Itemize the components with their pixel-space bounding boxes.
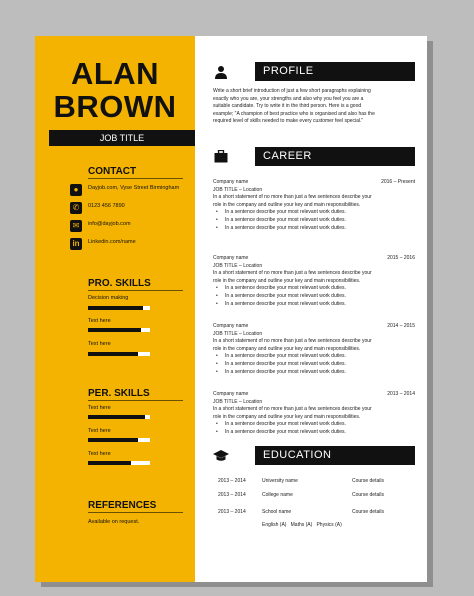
- job-dates: 2016 – Present: [381, 179, 415, 185]
- duty-item: • In a sentence describe your most relevant work duties.: [225, 293, 415, 301]
- job-statement: In a short statement of no more than just a few sentences describe your: [213, 338, 372, 345]
- contact-phone-number: 0123 456 7890: [88, 203, 125, 209]
- education-subjects: English (A) Maths (A) Physics (A): [262, 522, 342, 528]
- cv-page: [35, 36, 427, 582]
- education-subjects-row: [218, 522, 415, 529]
- graduation-cap-icon: [213, 449, 229, 465]
- contact-rule: [88, 178, 183, 179]
- duty-item: • In a sentence describe your most relevant work duties.: [225, 429, 415, 437]
- profile-heading: PROFILE: [255, 62, 415, 81]
- career-entry: [213, 391, 415, 437]
- duty-list: [213, 285, 415, 308]
- pro-skill-bar: [88, 328, 150, 332]
- education-details: Course details: [352, 509, 384, 515]
- last-name: BROWN: [53, 89, 177, 124]
- duty-item: • In a sentence describe your most relevant work duties.: [225, 301, 415, 309]
- duty-list: [213, 353, 415, 376]
- per-skill-bar: [88, 438, 150, 442]
- per-skill-label: Text here: [88, 451, 111, 457]
- linkedin-icon: in: [70, 238, 82, 250]
- career-entry: [213, 179, 415, 232]
- per-skill-label: Text here: [88, 405, 111, 411]
- job-statement: In a short statement of no more than just a few sentences describe your: [213, 406, 372, 413]
- pro-skill-fill: [88, 352, 138, 356]
- pro-skill-bar: [88, 352, 150, 356]
- duty-item: • In a sentence describe your most relevant work duties.: [225, 225, 415, 233]
- duty-list: [213, 209, 415, 232]
- company-name: Company name: [213, 391, 249, 397]
- education-years: 2013 – 2014: [218, 492, 246, 498]
- career-entry: [213, 323, 415, 376]
- job-statement: role in the company and outline your key and main responsibilities.: [213, 277, 361, 284]
- pro-skill-fill: [88, 306, 143, 310]
- location-pin-icon: ●: [70, 184, 82, 196]
- education-years: 2013 – 2014: [218, 478, 246, 484]
- job-dates: 2014 – 2015: [387, 323, 415, 329]
- job-dates: 2013 – 2014: [387, 391, 415, 397]
- job-role: JOB TITLE – Location: [213, 330, 263, 337]
- duty-list: [213, 421, 415, 436]
- references-text: Available on request.: [88, 519, 140, 525]
- profile-line: example; "A champion of best practice who is organised and also has the: [213, 110, 375, 117]
- job-statement: In a short statement of no more than just a few sentences describe your: [213, 194, 372, 201]
- references-rule: [88, 512, 183, 513]
- duty-item: • In a sentence describe your most relevant work duties.: [225, 217, 415, 225]
- duty-item: • In a sentence describe your most relevant work duties.: [225, 369, 415, 377]
- contact-heading: CONTACT: [88, 166, 137, 177]
- duty-item: • In a sentence describe your most relevant work duties.: [225, 421, 415, 429]
- sidebar: [35, 36, 195, 582]
- per-skill-label: Text here: [88, 428, 111, 434]
- duty-item: • In a sentence describe your most relevant work duties.: [225, 361, 415, 369]
- job-statement: role in the company and outline your key and main responsibilities.: [213, 345, 361, 352]
- references-heading: REFERENCES: [88, 500, 157, 511]
- pro-skill-bar: [88, 306, 150, 310]
- education-details: Course details: [352, 478, 384, 484]
- pro-skill-label: Text here: [88, 318, 111, 324]
- phone-icon: ✆: [70, 202, 82, 214]
- education-school: College name: [262, 492, 293, 498]
- job-role: JOB TITLE – Location: [213, 398, 263, 405]
- education-details: Course details: [352, 492, 384, 498]
- mail-icon: ✉: [70, 220, 82, 232]
- job-statement: role in the company and outline your key and main responsibilities.: [213, 413, 361, 420]
- education-heading: EDUCATION: [255, 446, 415, 465]
- education-row: [218, 492, 415, 499]
- job-statement: In a short statement of no more than just a few sentences describe your: [213, 270, 372, 277]
- per-skills-heading: PER. SKILLS: [88, 388, 150, 399]
- education-school: University name: [262, 478, 298, 484]
- profile-line: required level of skills needed to make every customer feel special.": [213, 118, 364, 125]
- education-row: [218, 478, 415, 485]
- profile-text: [213, 88, 413, 126]
- profile-line: exactly who you are, your strengths and also why you feel you are a: [213, 95, 364, 102]
- education-row: [218, 509, 415, 516]
- company-name: Company name: [213, 179, 249, 185]
- first-name: ALAN: [70, 56, 160, 91]
- job-role: JOB TITLE – Location: [213, 262, 263, 269]
- pro-skill-label: Text here: [88, 341, 111, 347]
- contact-address: Dayjob.com, Vyse Street Birmingham: [88, 185, 180, 191]
- per-skill-fill: [88, 415, 145, 419]
- person-icon: [213, 65, 229, 81]
- job-role: JOB TITLE – Location: [213, 186, 263, 193]
- company-name: Company name: [213, 255, 249, 261]
- pro-skill-label: Decision making: [88, 295, 129, 301]
- education-school: School name: [262, 509, 292, 515]
- per-skills-rule: [88, 400, 183, 401]
- duty-item: • In a sentence describe your most relevant work duties.: [225, 209, 415, 217]
- contact-linkedin-url[interactable]: Linkedin.com/name: [88, 239, 136, 245]
- profile-line: suitable candidate. Try to write it in the third person. Here is a good: [213, 103, 362, 110]
- job-dates: 2015 – 2016: [387, 255, 415, 261]
- career-heading: CAREER: [255, 147, 415, 166]
- per-skill-bar: [88, 461, 150, 465]
- profile-line: Write a short brief introduction of just a few short paragraphs explaining: [213, 88, 371, 94]
- briefcase-icon: [213, 150, 229, 166]
- pro-skill-fill: [88, 328, 141, 332]
- job-statement: role in the company and outline your key and main responsibilities.: [213, 201, 361, 208]
- per-skill-fill: [88, 438, 138, 442]
- duty-item: • In a sentence describe your most relevant work duties.: [225, 353, 415, 361]
- pro-skills-rule: [88, 290, 183, 291]
- pro-skills-heading: PRO. SKILLS: [88, 278, 151, 289]
- career-entry: [213, 255, 415, 308]
- company-name: Company name: [213, 323, 249, 329]
- duty-item: • In a sentence describe your most relevant work duties.: [225, 285, 415, 293]
- per-skill-fill: [88, 461, 131, 465]
- job-title-bar: JOB TITLE: [49, 130, 195, 146]
- education-years: 2013 – 2014: [218, 509, 246, 515]
- contact-email-address[interactable]: info@dayjob.com: [88, 221, 131, 227]
- per-skill-bar: [88, 415, 150, 419]
